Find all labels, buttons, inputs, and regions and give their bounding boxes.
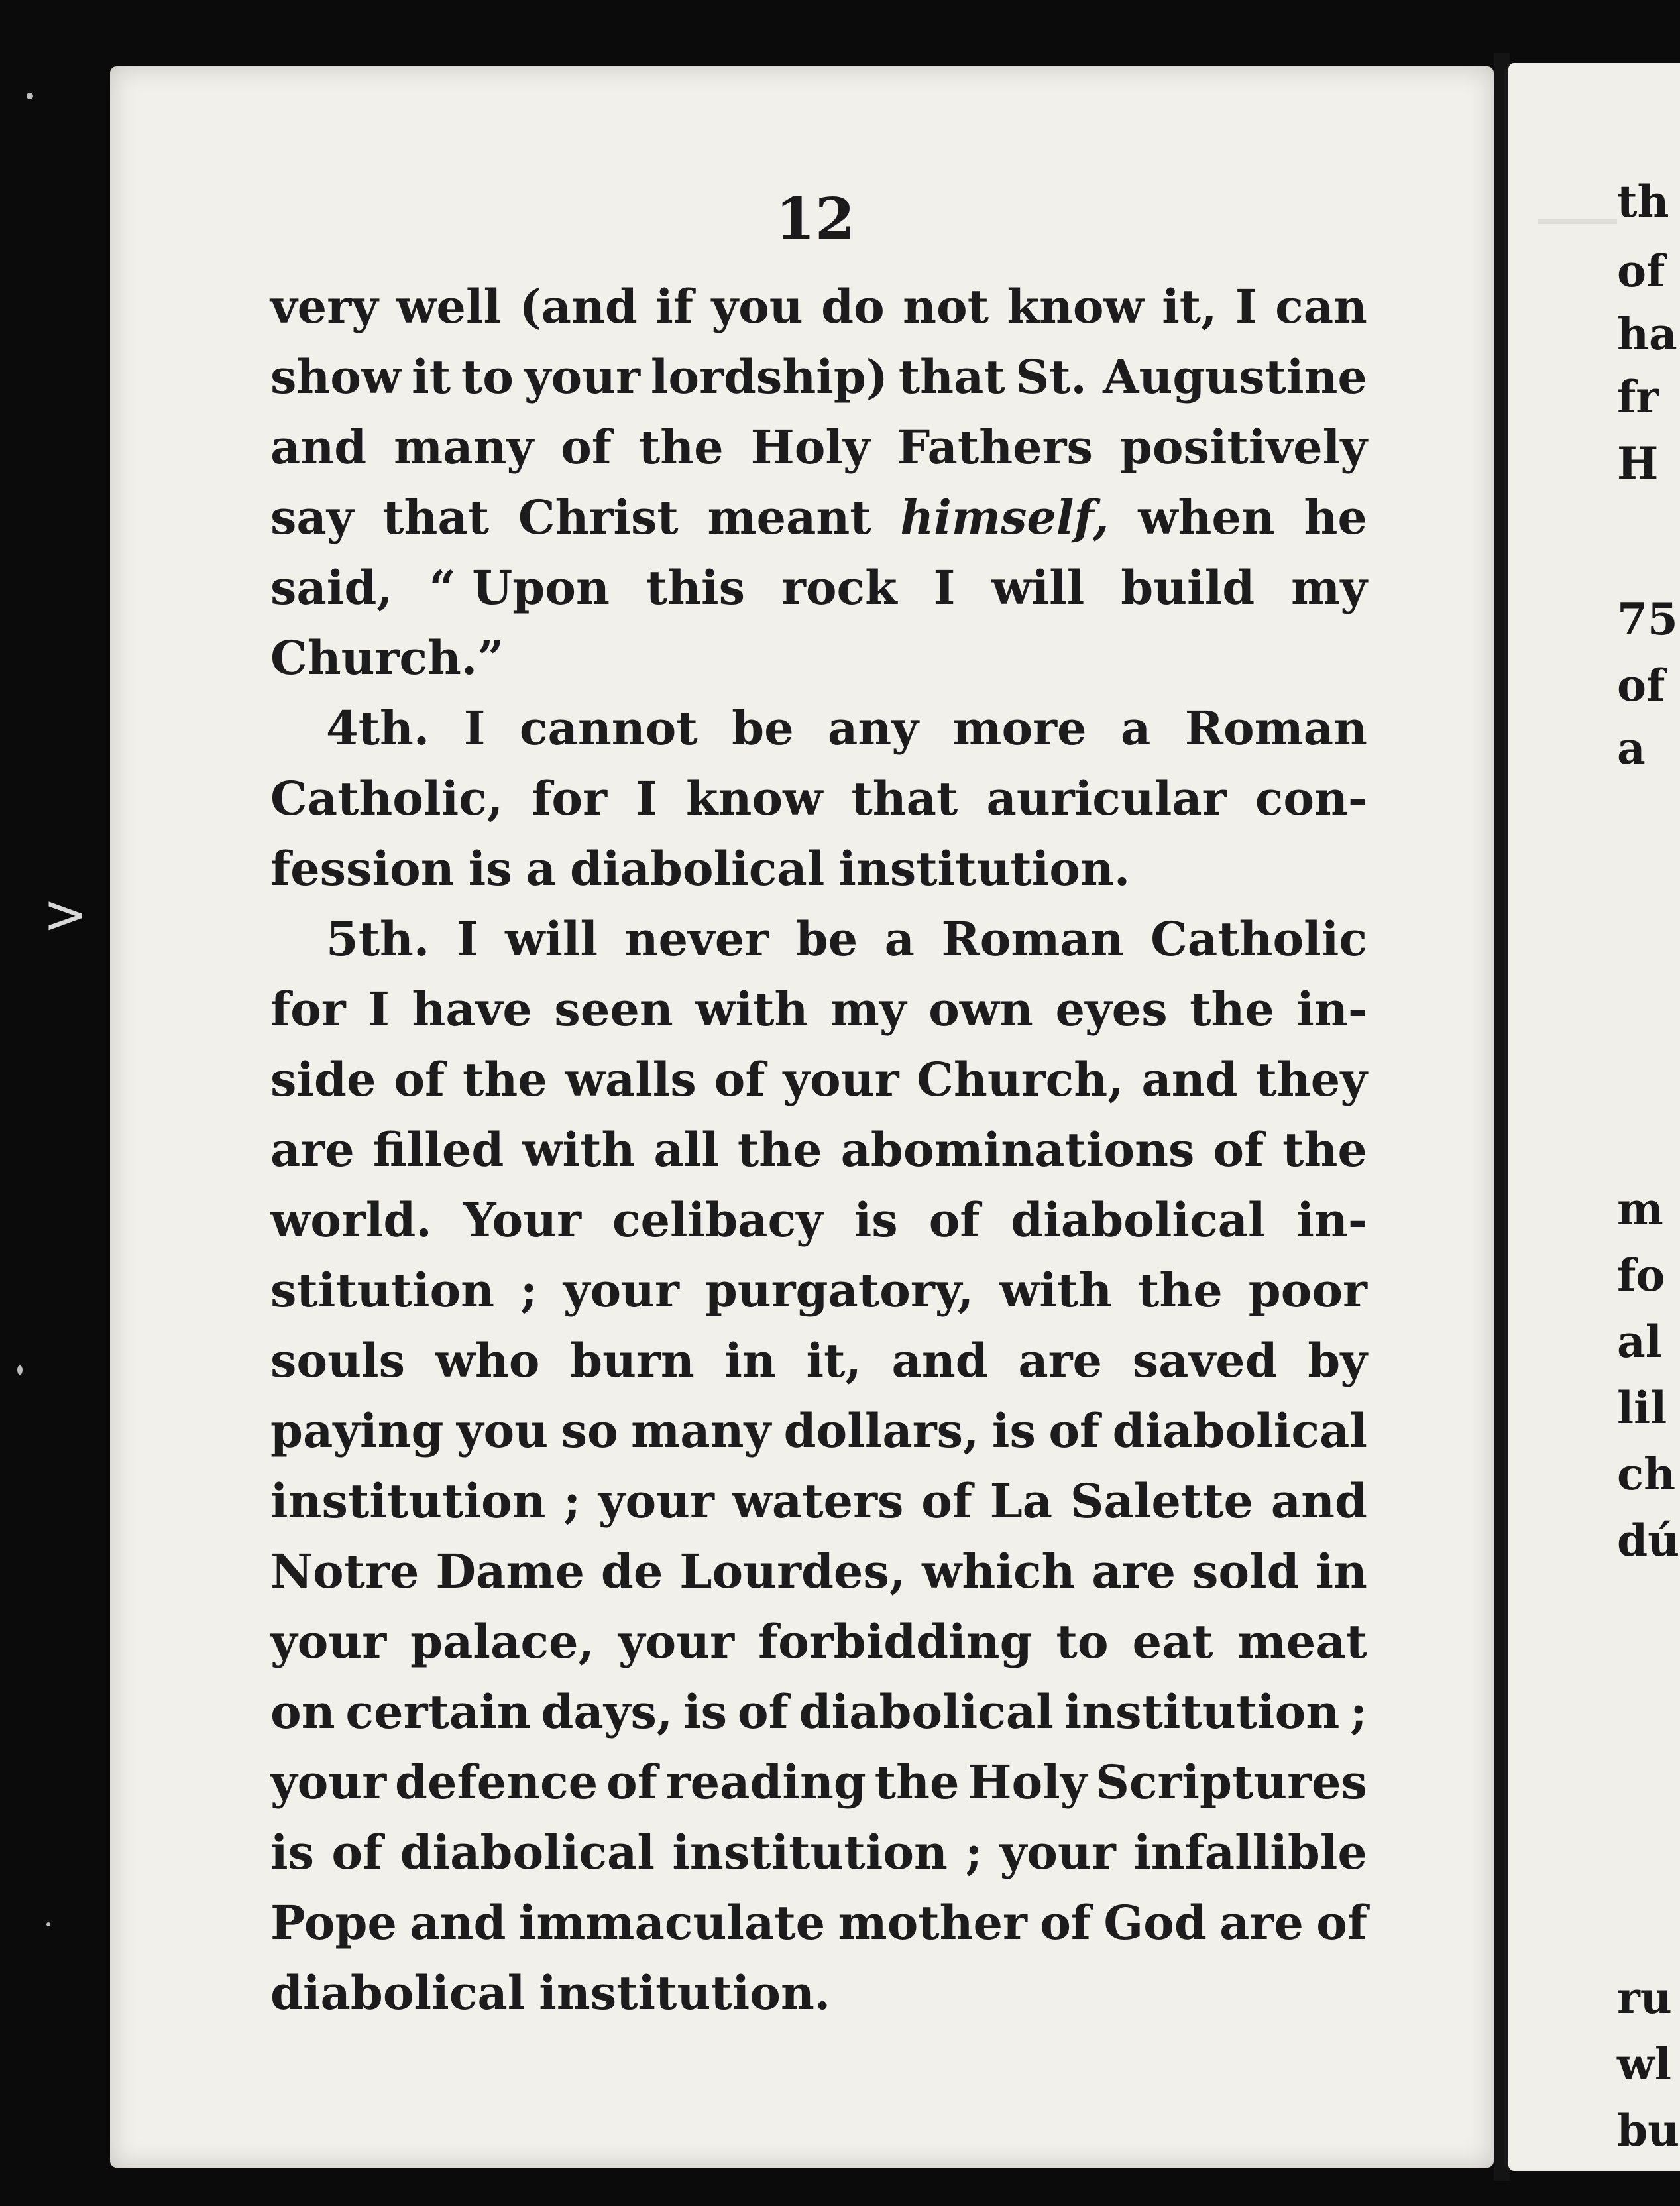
word: show [270,349,402,404]
word: it [412,349,451,404]
text-line [270,272,1367,342]
word: of [1213,1122,1264,1177]
word: not [903,279,989,334]
word: if [655,279,694,334]
word: I [933,560,956,615]
facing-page-fragment: of [1617,245,1665,297]
word: are [1219,1895,1304,1950]
word: the [638,420,724,475]
facing-page-fragment: fr [1617,371,1659,423]
word: with [695,982,809,1037]
word: the [462,1052,547,1107]
word: a [884,911,915,966]
word: to [1056,1614,1109,1669]
word: I [456,911,478,966]
word: I [368,982,390,1037]
word: is [468,841,512,896]
word: “ Upon [429,560,610,615]
word: my [830,982,907,1037]
word: build [1121,560,1255,615]
word: the [737,1122,822,1177]
word: stitution [270,1263,495,1318]
text-line [270,1185,1367,1255]
word: is [270,1825,315,1880]
word: the [874,1755,960,1810]
word: institution [270,1474,546,1529]
word: your [524,349,640,404]
word: all [653,1122,719,1177]
word: immaculate [518,1895,826,1950]
word: Salette [1070,1474,1254,1529]
scan-speck [46,1922,50,1926]
word: seen [554,982,673,1037]
word: are [1092,1544,1176,1599]
text-line [270,483,1367,553]
facing-page-fragment: ru [1617,1972,1672,2024]
word: can [1275,279,1367,334]
scan-speck [27,93,33,99]
word: you [711,279,803,334]
word: which [922,1544,1076,1599]
word: meat [1237,1614,1367,1669]
text-line [270,1747,1367,1818]
facing-page-fragment: a [1617,723,1646,774]
word: by [1308,1333,1367,1388]
word: abominations [840,1122,1195,1177]
word: burn [570,1333,695,1388]
text-line [270,1115,1367,1185]
word: institution [1064,1684,1340,1739]
word: it, [806,1333,862,1388]
word: Catholic, [270,771,504,826]
word: a [526,841,557,896]
text-line [270,693,1367,764]
word: with [999,1263,1113,1318]
word: of [737,1684,789,1739]
word: have [412,982,532,1037]
facing-page-fragment: H [1617,437,1659,489]
word: say [270,490,354,545]
word: ; [563,1474,581,1529]
word: Dame [435,1544,585,1599]
word: your [598,1474,714,1529]
word: diabolical [1112,1403,1367,1458]
text-line [270,1466,1367,1537]
facing-page-fragment: ha [1617,308,1677,360]
word: of [394,1052,445,1107]
word: they [1255,1052,1367,1107]
word: God [1103,1895,1207,1950]
word: that [898,349,1005,404]
word: Catholic [1150,911,1367,966]
word: fession [270,841,455,896]
word: reading [665,1755,866,1810]
word: forbidding [757,1614,1033,1669]
text-line [270,904,1367,974]
body-text [270,272,1367,2028]
word: of [606,1755,657,1810]
word: is [854,1192,898,1248]
word: the [1190,982,1274,1037]
word: defence [395,1755,598,1810]
word: Fathers [897,420,1093,475]
word: institution [672,1825,948,1880]
text-line [270,1677,1367,1747]
word: diabolical [270,1965,526,2020]
word: more [952,701,1087,756]
word: diabolical [570,841,825,896]
word: are [270,1122,355,1177]
word: of [561,420,612,475]
word: side [270,1052,376,1107]
word: your [783,1052,899,1107]
word: and [410,1895,506,1950]
text-line [270,974,1367,1045]
page-number: 12 [775,186,855,253]
word: days, [541,1684,673,1739]
margin-arrow-mark: > [43,884,88,945]
word: souls [270,1333,405,1388]
word: eyes [1055,982,1168,1037]
word: Christ [518,490,679,545]
text-line [270,1255,1367,1326]
word: certain [345,1684,531,1739]
word: St. Augustine [1015,349,1367,404]
word: Roman [1184,701,1367,756]
word: celibacy [612,1192,823,1248]
facing-page-fragment: m [1617,1183,1663,1235]
word: he [1304,490,1367,545]
word: your [270,1755,387,1810]
word: Scriptures [1095,1755,1367,1810]
word: waters [732,1474,904,1529]
word: Notre [270,1544,420,1599]
word: are [1018,1333,1103,1388]
word: to [461,349,514,404]
word: for [532,771,607,826]
word: of [714,1052,765,1107]
word: ; [1350,1684,1367,1739]
word: ; [965,1825,983,1880]
word: is [683,1684,728,1739]
word: many [394,420,534,475]
word: palace, [410,1614,594,1669]
right-page-fragment [1504,63,1680,2171]
facing-page-fragment: dú [1617,1515,1680,1566]
scan-speck [17,1365,23,1375]
text-line [270,342,1367,412]
word: poor [1248,1263,1367,1318]
word: con- [1255,771,1367,826]
word: of [1040,1895,1092,1950]
text-line [270,1818,1367,1888]
word: a [1121,701,1151,756]
facing-page-fragment: of [1617,660,1665,711]
word: I [463,701,486,756]
facing-page-fragment: 75 [1617,593,1678,645]
word: eat [1132,1614,1213,1669]
word: I [636,771,657,826]
word: and [891,1333,988,1388]
word: in [724,1333,776,1388]
facing-page-fragment: ch [1617,1448,1676,1500]
word: be [795,911,858,966]
word: know [685,771,823,826]
text-line [270,1326,1367,1396]
word: own [928,982,1033,1037]
word: meant [707,490,871,545]
word: paying [270,1403,444,1458]
word: sold [1192,1544,1300,1599]
word: your [270,1614,387,1669]
word: infallible [1133,1825,1367,1880]
word: with [522,1122,636,1177]
word: of [928,1192,980,1248]
word: this [645,560,746,615]
word: filled [372,1122,504,1177]
word: lordship) [650,349,888,404]
word: cannot [519,701,698,756]
word: positively [1119,420,1367,475]
text-line [270,412,1367,483]
word: institution. [838,841,1131,896]
word: Lourdes, [679,1544,906,1599]
word: I [1235,279,1257,334]
text-line [270,1958,1367,2028]
word: and [1141,1052,1238,1107]
word: purgatory, [704,1263,974,1318]
facing-page-fragment: bu [1617,2105,1680,2156]
word: Roman [941,911,1124,966]
word: will [505,911,598,966]
word: in- [1296,1192,1367,1248]
word: know [1007,279,1144,334]
text-line [270,1045,1367,1115]
word: is [991,1403,1036,1458]
text-line [270,1888,1367,1958]
word: and [1270,1474,1367,1529]
word: auricular [986,771,1227,826]
word: ; [520,1263,537,1318]
facing-page-fragment: wl [1617,2038,1671,2090]
word: diabolical [799,1684,1054,1739]
word: who [435,1333,540,1388]
word: Church.” [270,630,504,685]
word: of [1316,1895,1367,1950]
word: and [270,420,367,475]
word: world. [270,1192,432,1248]
word: that [851,771,958,826]
word: Holy [750,420,870,475]
text-line [270,1607,1367,1677]
word: very [270,279,378,334]
word: La [989,1474,1053,1529]
word: dollars, [783,1403,980,1458]
text-line [270,1537,1367,1607]
word: the [1138,1263,1223,1318]
word: himself, [900,490,1109,545]
word: your [618,1614,734,1669]
word: do [821,279,885,334]
word: said, [270,560,393,615]
bleed-through-mark [1538,219,1617,224]
word: Your [463,1192,581,1248]
word: 5th. [326,911,430,966]
text-line [270,834,1367,904]
facing-page-fragment: lil [1617,1382,1667,1434]
text-line [270,764,1367,834]
word: Pope [270,1895,397,1950]
word: so [561,1403,618,1458]
word: mother [838,1895,1027,1950]
word: of [921,1474,972,1529]
text-line [270,553,1367,623]
word: (and [519,279,638,334]
word: never [624,911,769,966]
word: be [732,701,794,756]
facing-page-fragment: fo [1617,1249,1665,1301]
word: your [563,1263,679,1318]
word: saved [1132,1333,1278,1388]
word: 4th. [326,701,430,756]
word: walls [565,1052,697,1107]
word: Holy [968,1755,1088,1810]
word: when [1138,490,1275,545]
facing-page-fragment: th [1617,176,1669,227]
text-line [270,623,1367,693]
word: rock [781,560,897,615]
word: diabolical [400,1825,655,1880]
word: in- [1296,982,1367,1037]
word: will [991,560,1085,615]
word: for [270,982,346,1037]
word: my [1291,560,1367,615]
word: well [396,279,502,334]
word: many [631,1403,771,1458]
word: on [270,1684,335,1739]
word: the [1282,1122,1367,1177]
word: you [456,1403,549,1458]
word: your [999,1825,1116,1880]
word: de [600,1544,663,1599]
text-line [270,1396,1367,1466]
word: any [828,701,919,756]
word: in [1316,1544,1367,1599]
facing-page-fragment: al [1617,1316,1662,1367]
word: Church, [917,1052,1124,1107]
word: diabolical [1011,1192,1266,1248]
word: it, [1162,279,1217,334]
word: of [1048,1403,1100,1458]
word: that [382,490,490,545]
word: of [331,1825,383,1880]
word: institution. [539,1965,831,2020]
